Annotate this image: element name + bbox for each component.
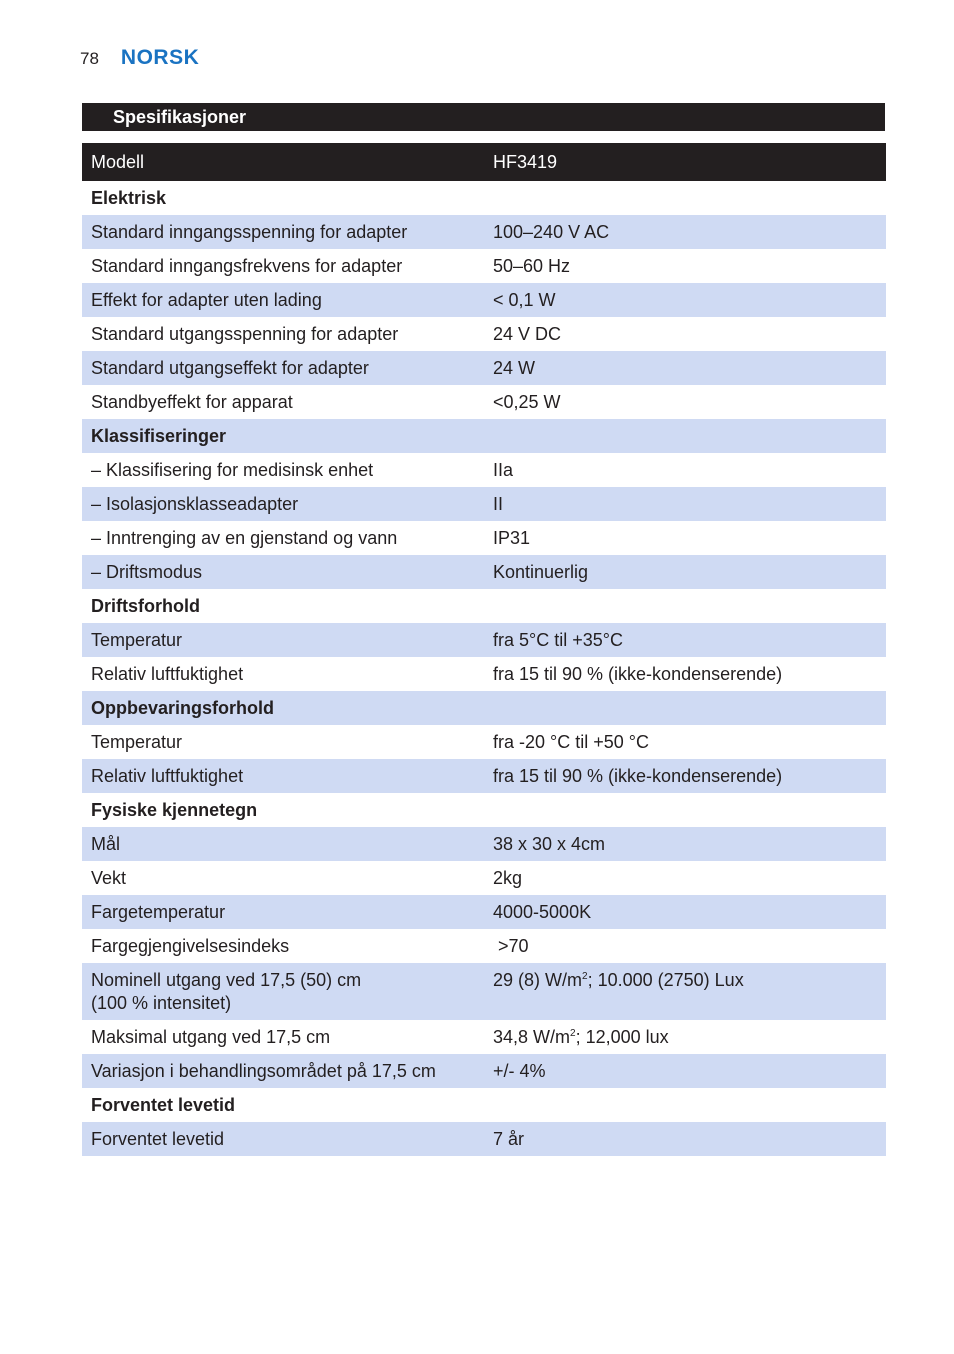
spec-label-text: Oppbevaringsforhold: [91, 697, 275, 718]
spec-label: [82, 901, 484, 924]
spec-label-text: Forventet levetid: [91, 1128, 225, 1149]
table-row: [82, 283, 886, 317]
group-heading: [82, 1094, 484, 1117]
model-value: HF3419: [493, 151, 558, 172]
page-number: 78: [80, 49, 99, 68]
spec-label-text: Standbyeffekt for apparat: [91, 391, 293, 412]
spec-label-text: – Isolasjonsklasseadapter: [91, 493, 299, 514]
table-group-row: [82, 1088, 886, 1122]
spec-value: >70: [493, 935, 529, 956]
spec-label: [82, 833, 484, 856]
spec-label: [82, 561, 484, 584]
spec-label-text: Fargegjengivelsesindeks: [91, 935, 290, 956]
table-row: [82, 963, 886, 1020]
table-row: [82, 827, 886, 861]
spec-label-text: Temperatur: [91, 629, 183, 650]
table-row: [82, 385, 886, 419]
spec-label: [82, 1128, 484, 1151]
table-row: [82, 453, 886, 487]
spec-label: [82, 255, 484, 278]
spec-label: [82, 935, 484, 958]
spec-value: 24 V DC: [493, 323, 562, 344]
spec-label: [82, 663, 484, 686]
table-row: [82, 1054, 886, 1088]
spec-value: fra 15 til 90 % (ikke-kondenserende): [493, 765, 783, 786]
table-group-row: [82, 181, 886, 215]
spec-label: [82, 323, 484, 346]
spec-value-superscript: 2: [570, 1027, 576, 1039]
spec-label: [82, 867, 484, 890]
spec-label-text: Elektrisk: [91, 187, 167, 208]
group-heading: [82, 697, 484, 720]
spec-value: IIa: [493, 459, 514, 480]
table-row: [82, 521, 886, 555]
spec-label-text: – Klassifisering for medisinsk enhet: [91, 459, 374, 480]
table-row: [82, 759, 886, 793]
spec-value: 100–240 V AC: [493, 221, 610, 242]
model-label: Modell: [91, 151, 145, 172]
spec-label-text: Relativ luftfuktighet: [91, 663, 244, 684]
table-row: [82, 249, 886, 283]
spec-label: [82, 357, 484, 380]
spec-label: [82, 731, 484, 754]
group-heading: [82, 799, 484, 822]
spec-label: [82, 289, 484, 312]
spec-label-text: – Driftsmodus: [91, 561, 203, 582]
spec-label: [82, 391, 484, 414]
spec-value: IP31: [493, 527, 531, 548]
table-header-row: [82, 143, 886, 181]
spec-label-text: Maksimal utgang ved 17,5 cm: [91, 1026, 331, 1047]
spec-label: [82, 1060, 484, 1083]
spec-label: [82, 221, 484, 244]
table-row: [82, 657, 886, 691]
spec-label-text: Vekt: [91, 867, 127, 888]
table-row: [82, 861, 886, 895]
spec-value-suffix: ; 10.000 (2750) Lux: [587, 970, 744, 990]
spec-label-text: Standard utgangsspenning for adapter: [91, 323, 399, 344]
spec-value-superscript: 2: [582, 971, 588, 982]
spec-label: [82, 1026, 484, 1049]
table-row: [82, 317, 886, 351]
table-body: [82, 181, 886, 1156]
spec-label-text: Effekt for adapter uten lading: [91, 289, 322, 310]
spec-label-text: Klassifiseringer: [91, 425, 227, 446]
spec-label-text: Standard utgangseffekt for adapter: [91, 357, 369, 378]
spec-value-suffix: ; 12,000 lux: [575, 1026, 669, 1047]
language-title: NORSK: [120, 46, 200, 69]
spec-table: [82, 143, 886, 1156]
table-row: [82, 623, 886, 657]
group-heading: [82, 187, 484, 210]
table-row: [82, 487, 886, 521]
spec-value: [484, 1026, 886, 1049]
table-row: [82, 1122, 886, 1156]
spec-label-text: Standard inngangsfrekvens for adapter: [91, 255, 403, 276]
table-group-row: [82, 419, 886, 453]
spec-label: [82, 459, 484, 482]
spec-label-text: Standard inngangsspenning for adapter: [91, 221, 408, 242]
spec-value: 7 år: [493, 1128, 525, 1149]
group-heading: [82, 595, 484, 618]
spec-label-text: Fargetemperatur: [91, 901, 226, 922]
spec-label: [82, 765, 484, 788]
table-group-row: [82, 589, 886, 623]
spec-value-text: 34,8 W/m: [493, 1026, 571, 1047]
table-group-row: [82, 691, 886, 725]
spec-value: 24 W: [493, 357, 536, 378]
spec-value: fra 5°C til +35°C: [493, 629, 623, 650]
table-row: [82, 895, 886, 929]
group-heading: [82, 425, 484, 448]
table-row: [82, 725, 886, 759]
table-row: [82, 351, 886, 385]
spec-value: <0,25 W: [493, 391, 561, 412]
spec-label-text: – Inntrenging av en gjenstand og vann: [91, 527, 398, 548]
spec-label: [82, 629, 484, 652]
spec-value: 4000-5000K: [493, 901, 592, 922]
spec-value: 38 x 30 x 4cm: [493, 833, 606, 854]
spec-label: [82, 493, 484, 516]
spec-value: < 0,1 W: [493, 289, 556, 310]
table-group-row: [82, 793, 886, 827]
spec-label-text: Mål: [91, 833, 121, 854]
table-row: [82, 1020, 886, 1054]
spec-label-text: Driftsforhold: [91, 595, 200, 616]
spec-value: II: [493, 493, 504, 514]
spec-label-text: Relativ luftfuktighet: [91, 765, 244, 786]
section-title: Spesifikasjoner: [82, 103, 885, 131]
spec-value: fra -20 °C til +50 °C: [493, 731, 649, 752]
spec-label-text: Variasjon i behandlingsområdet på 17,5 cm: [91, 1060, 436, 1081]
spec-value: +/- 4%: [493, 1060, 546, 1081]
spec-label-text: Temperatur: [91, 731, 183, 752]
spec-value-text: 29 (8) W/m: [493, 970, 583, 990]
spec-label-line2: (100 % intensitet): [91, 993, 232, 1013]
spec-label-text: Nominell utgang ved 17,5 (50) cm: [91, 970, 362, 990]
spec-label-text: Fysiske kjennetegn: [91, 799, 258, 820]
spec-value: Kontinuerlig: [493, 561, 589, 582]
table-row: [82, 215, 886, 249]
spec-label: [82, 969, 484, 1015]
spec-label: [82, 527, 484, 550]
spec-label-text: Forventet levetid: [91, 1094, 236, 1115]
table-row: [82, 555, 886, 589]
spec-value: [484, 969, 886, 992]
spec-value: 50–60 Hz: [493, 255, 571, 276]
spec-value: fra 15 til 90 % (ikke-kondenserende): [493, 663, 783, 684]
table-row: [82, 929, 886, 963]
spec-value: 2kg: [493, 867, 523, 888]
page-header: [80, 46, 199, 76]
